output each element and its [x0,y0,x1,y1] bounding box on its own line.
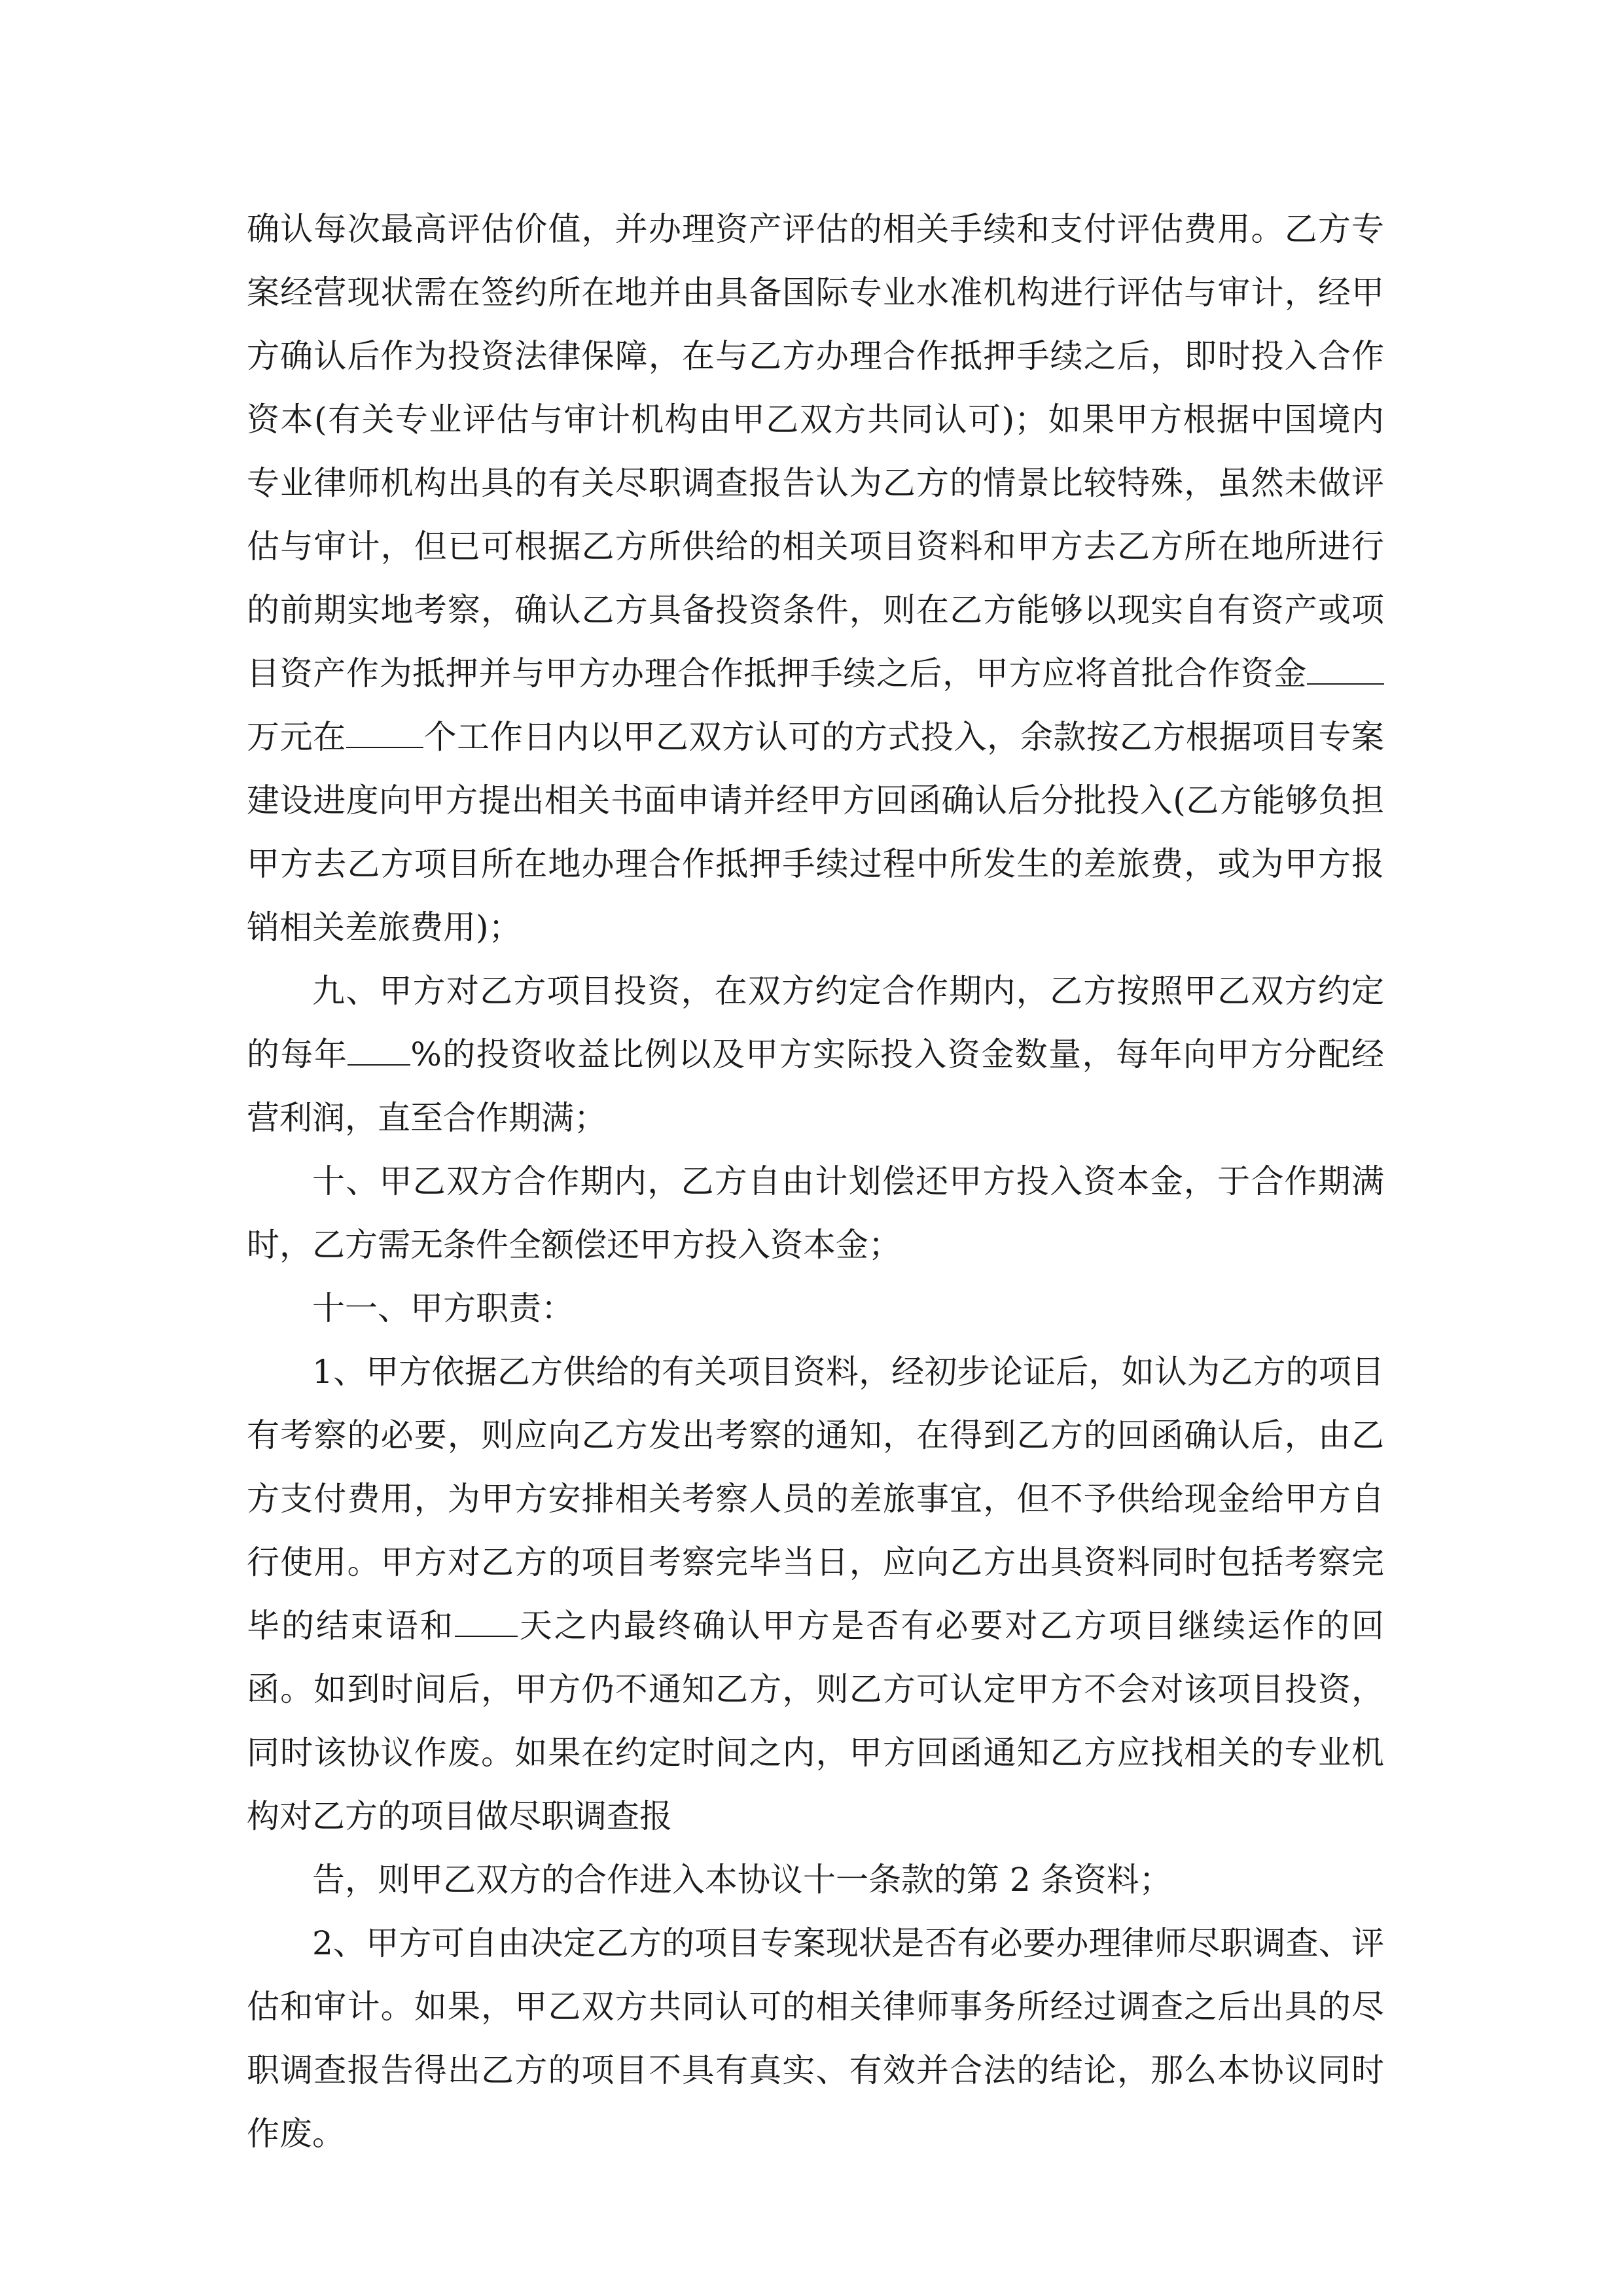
paragraph-clause-10 [247,1150,1384,1277]
paragraph-clause-9 [247,960,1384,1150]
text-segment: 1、甲方依据乙方供给的有关项目资料，经初步论证后，如认为乙方的项目有考察的必要，则应向乙方发出考察的通知，在得到乙方的回函确认后，由乙方支付费用，为甲方安排相关考察人员的差旅事宜，但不予供给现金给甲方自行使用。甲方对乙方的项目考察完毕当日，应向乙方出具资料同时包括考察完毕的结束语和 [247,1353,1384,1645]
text-segment: 万元在 [247,718,346,756]
document-body [247,198,1384,2166]
fill-in-blank [346,717,423,748]
fill-in-blank [1307,654,1384,685]
text-segment: 2、甲方可自由决定乙方的项目专案现状是否有必要办理律师尽职调查、评估和审计。如果，甲乙双方共同认可的相关律师事务所经过调查之后出具的尽职调查报告得出乙方的项目不具有真实、有效并合法的结论，那么本协议同时作废。 [247,1924,1384,2153]
text-segment: 天之内最终确认甲方是否有必要对乙方项目继续运作的回函。如到时间后，甲方仍不通知乙方，则乙方可认定甲方不会对该项目投资，同时该协议作废。如果在约定时间之内，甲方回函通知乙方应找相关的专业机构对乙方的项目做尽职调查报 [247,1607,1385,1835]
paragraph-clause-11-item-2 [247,1912,1384,2166]
text-segment: 十、甲乙双方合作期内，乙方自由计划偿还甲方投入资本金，于合作期满时，乙方需无条件全额偿还甲方投入资本金； [247,1162,1384,1264]
text-segment: 十一、甲方职责： [312,1289,574,1327]
fill-in-blank [348,1035,410,1066]
text-segment: %的投资收益比例以及甲方实际投入资金数量，每年向甲方分配经营利润，直至合作期满； [247,1035,1385,1137]
paragraph-clause-11-heading [247,1277,1384,1340]
text-segment: 告，则甲乙双方的合作进入本协议十一条款的第 2 条资料； [312,1861,1172,1899]
paragraph-continuation [247,198,1384,960]
text-segment: 个工作日内以甲乙双方认可的方式投入，余款按乙方根据项目专案建设进度向甲方提出相关书面申请并经甲方回函确认后分批投入(乙方能够负担甲方去乙方项目所在地办理合作抵押手续过程中所发生的差旅费，或为甲方报销相关差旅费用)； [247,718,1384,946]
paragraph-clause-11-item-1 [247,1340,1384,1848]
text-segment: 九、甲方对乙方项目投资，在双方约定合作期内，乙方按照甲乙双方约定的每年 [247,972,1384,1073]
paragraph-clause-11-item-1-cont [247,1848,1384,1912]
fill-in-blank [455,1606,518,1637]
text-segment: 确认每次最高评估价值，并办理资产评估的相关手续和支付评估费用。乙方专案经营现状需在签约所在地并由具备国际专业水准机构进行评估与审计，经甲方确认后作为投资法律保障，在与乙方办理合作抵押手续之后，即时投入合作资本(有关专业评估与审计机构由甲乙双方共同认可)；如果甲方根据中国境内专业律师机构出具的有关尽职调查报告认为乙方的情景比较特殊，虽然未做评估与审计，但已可根据乙方所供给的相关项目资料和甲方去乙方所在地所进行的前期实地考察，确认乙方具备投资条件，则在乙方能够以现实自有资产或项目资产作为抵押并与甲方办理合作抵押手续之后，甲方应将首批合作资金 [247,210,1384,692]
